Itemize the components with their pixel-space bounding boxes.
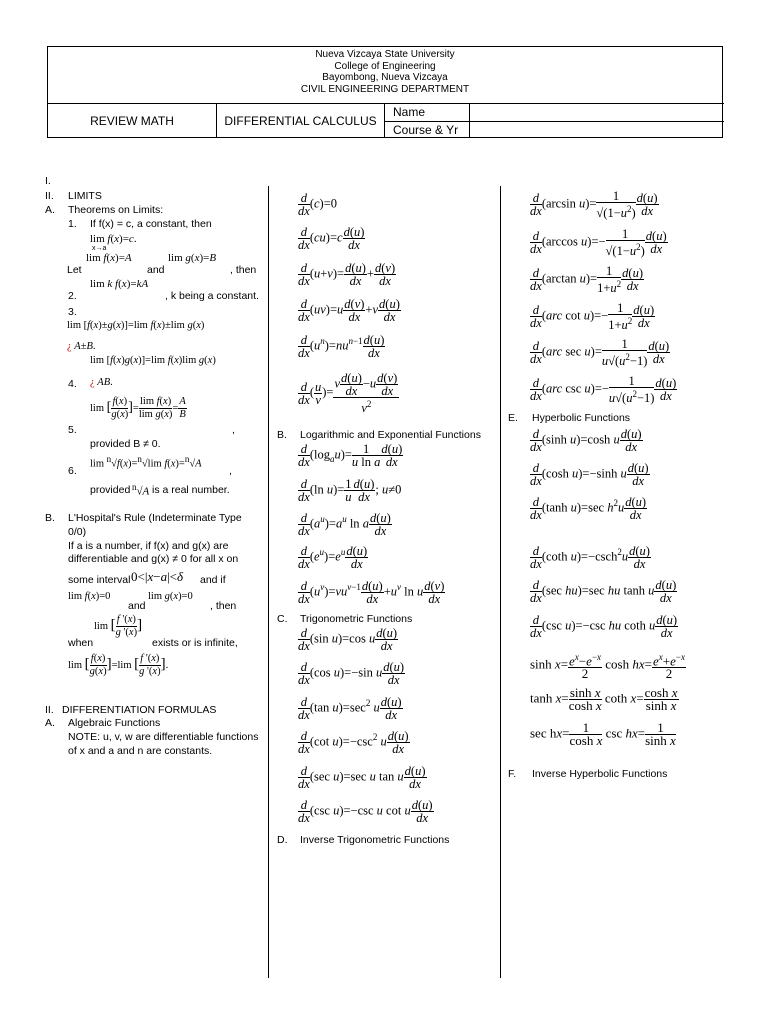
formula-arccsc: $\frac{d}{dx}$ (arc csc u)=− $\frac{1}{u√(u^2-1)}$ $\frac{d(u)}{dx}$ [530,374,677,406]
provided-word: provided [90,484,131,496]
limit-f-zero: lim f(x)=0 [68,591,111,602]
divider [383,103,724,104]
name-label: Name [393,105,426,119]
comma: , [229,465,232,477]
theorem-3-formula: lim [f(x)±g(x)]=lim f(x)±lim g(x) [67,320,205,331]
is-real-text: is a real number. [152,484,230,496]
note-line-1: NOTE: u, v, w are differentiable functions [68,731,259,743]
log-exp-heading: Logarithmic and Exponential Functions [300,429,481,441]
section-b-label: B. [45,512,55,524]
college-name: College of Engineering [334,60,436,72]
theorem-1-formula: lim f(x)=c. [90,233,137,245]
divider [384,121,724,122]
roman-ii: II. [45,704,54,716]
formula-log-a: $\frac{d}{dx}$ $(\log_au)=$ $\frac{1}{\text{u ln a}}$ $\frac{d(u)}{dx}$ [298,442,403,469]
formula-tan: $\frac{d}{dx}$ (tan $u)=\sec^2$ u $\frac{d(u)}{dx}$ [298,695,402,722]
algebraic-heading: Algebraic Functions [68,717,161,729]
institution-block [48,49,722,95]
column-divider [268,186,269,978]
interval-formula: 0<|x−a|<δ [131,569,184,584]
theorem-1-text: If f(x) = c, a constant, then [90,218,212,230]
theorem-6-formula: lim $^n$√f(x)=$^n$√lim f(x)=$^n$√A [90,454,202,470]
limit-subscript: x→a [92,245,107,252]
formula-constant: $\frac{d}{dx}$ (c)=0 [298,191,338,218]
location: Bayombong, Nueva Vizcaya [322,72,448,83]
section-e-label: E. [508,412,518,424]
section-b-label: B. [277,429,287,441]
let-word: Let [67,264,82,276]
item-5-number: 5. [68,424,77,436]
comma: , [232,424,235,436]
formula-quotient: $\frac{d}{dx}$ ( $\frac{u}{v}$ )= v $\frac{d(u)}{dx}$ −u $\frac{d(v)}{dx}$ $v^2$ [298,371,398,416]
indeterminate-type: 0/0) [68,526,87,538]
then-word: , then [230,264,257,276]
section-f-label: F. [508,768,517,780]
some-interval-text: some interval [68,574,131,586]
formula-power: $\frac{d}{dx}$ $(u^n)=nu^{n-1}$ $\frac{d(u)}{dx}$ [298,333,385,360]
formula-sech: $\frac{d}{dx}$ (sec hu)=sec hu tanh u $\frac{d(u)}{dx}$ [530,578,677,605]
theorem-4-formula: lim [f(x)g(x)]=lim f(x)lim g(x) [90,355,216,366]
root-a: $^n$√A [132,482,150,498]
formula-cos: $\frac{d}{dx}$ (cos u)=−sin u $\frac{d(u)}{dx}$ [298,660,405,687]
note-line-2: of x and a and n are constants. [68,745,213,757]
provided-b-text: provided B ≠ 0. [90,438,161,450]
lhospital-text-1: If a is a number, if f(x) and g(x) are [68,540,229,552]
header-table [47,46,723,138]
formula-ln: $\frac{d}{dx}$ (ln u)= $\frac{1}{u}$ $\frac{d(u)}{dx}$ ; u≠0 [298,477,402,504]
k-constant-text: , k being a constant. [165,290,259,302]
inverse-hyperbolic-heading: Inverse Hyperbolic Functions [532,768,668,780]
limits-heading: LIMITS [68,190,102,202]
formula-csc: $\frac{d}{dx}$ (csc u)=−csc u cot u $\frac{d(u)}{dx}$ [298,798,433,825]
course-label: Course & Yr [393,123,459,137]
theorem-4-result: ¿ AB. [90,377,113,388]
formula-sum: $\frac{d}{dx}$ (u+v)= $\frac{d(u)}{dx}$ + $\frac{d(v)}{dx}$ [298,261,396,288]
def-sinh-cosh: sinh x= $\frac{e^x-e^{-x}}{2}$ cosh hx= $\frac{e^x+e^{-x}}{2}$ [530,652,685,682]
when-word: when [68,637,94,649]
section-a-label: A. [45,717,55,729]
formula-cot: $\frac{d}{dx}$ (cot $u)=-\csc^2$ u $\frac{d(u)}{dx}$ [298,729,409,756]
name-field[interactable] [474,105,719,119]
trig-heading: Trigonometric Functions [300,613,413,625]
department: CIVIL ENGINEERING DEPARTMENT [300,83,470,95]
roman-i: I. [45,175,51,187]
course-field[interactable] [474,123,719,137]
theorems-heading: Theorems on Limits: [68,204,164,216]
section-d-label: D. [277,834,288,846]
topic-cell: DIFFERENTIAL CALCULUS [224,114,377,128]
formula-coth: $\frac{d}{dx}$ (coth u)=−csch$^2$u $\frac{d(u)}{dx}$ [530,544,650,571]
lhospital-heading: L'Hospital's Rule (Indeterminate Type [68,512,242,524]
roman-ii: II. [45,190,54,202]
item-2-number: 2. [68,290,77,302]
lhospital-text-2: differentiable and g(x) ≠ 0 for all x on [68,553,239,565]
then-word: , then [210,600,237,612]
item-6-number: 6. [68,465,77,477]
university-name: Nueva Vizcaya State University [315,49,455,60]
formula-e-power: $\frac{d}{dx}$ $(e^u)=e^u$ $\frac{d(u)}{dx}$ [298,544,368,571]
hyperbolic-heading: Hyperbolic Functions [532,412,631,424]
formula-arccos: $\frac{d}{dx}$ (arccos u)=− $\frac{1}{√(1-u^2)}$ $\frac{d(u)}{dx}$ [530,227,667,259]
section-c-label: C. [277,613,288,625]
lhospital-ratio: lim [ $\frac{f '(x)}{g '(x)}$ ] [94,614,143,638]
theorem-2-formula: lim k f(x)=kA [90,278,149,290]
formula-sec: $\frac{d}{dx}$ (sec u)=sec u tan u $\frac{d(u)}{dx}$ [298,764,426,791]
def-tanh-coth: tanh x= $\frac{\text{sinh x}}{\text{cosh x}}$ coth x= $\frac{\text{cosh x}}{\text{sinh x}}$ [530,685,678,713]
formula-u-power-v: $\frac{d}{dx}$ $(u^v)=vu^{v-1}$ $\frac{d(u)}{dx}$ $+u^v$ ln u $\frac{d(v)}{dx}$ [298,579,445,606]
inverse-trig-heading: Inverse Trigonometric Functions [300,834,450,846]
column-divider [500,186,501,978]
item-4-number: 4. [68,378,77,390]
formula-cu: $\frac{d}{dx}$ (cu)=c $\frac{d(u)}{dx}$ [298,225,365,252]
def-sech-csch: sec hx= $\frac{1}{\text{cosh x}}$ csc hx= $\frac{1}{\text{sinh x}}$ [530,720,676,748]
item-3-number: 3. [68,306,77,318]
formula-cosh: $\frac{d}{dx}$ (cosh u)=−sinh u $\frac{d(u)}{dx}$ [530,461,649,488]
formula-product: $\frac{d}{dx}$ (uv)=u $\frac{d(v)}{dx}$ +v $\frac{d(u)}{dx}$ [298,297,400,324]
limit-f-formula: lim f(x)=A [86,252,132,264]
formula-arcsin: $\frac{d}{dx}$ (arcsin u)= $\frac{1}{√(1-u^2)}$ $\frac{d(u)}{dx}$ [530,189,658,221]
formula-tanh: $\frac{d}{dx}$ (tanh u)=sec $h^2u$ $\frac{d(u)}{dx}$ [530,495,647,522]
theorem-3-result: ¿ A±B. [67,341,96,352]
limit-g-zero: lim g(x)=0 [148,591,193,602]
formula-arctan: $\frac{d}{dx}$ (arctan u)= $\frac{1}{1+u^2}$ $\frac{d(u)}{dx}$ [530,264,644,296]
formula-a-power: $\frac{d}{dx}$ $(a^u)=a^u$ ln a $\frac{d(u)}{dx}$ [298,511,391,538]
formula-arccot: $\frac{d}{dx}$ (arc cot u)=− $\frac{1}{1+u^2}$ $\frac{d(u)}{dx}$ [530,301,655,333]
section-a-label: A. [45,204,55,216]
formula-arcsec: $\frac{d}{dx}$ (arc sec u)= $\frac{1}{u√(u^2-1)}$ $\frac{d(u)}{dx}$ [530,337,670,369]
subject-cell: REVIEW MATH [90,114,174,128]
limit-g-formula: lim g(x)=B [168,252,217,264]
item-1-number: 1. [68,218,77,230]
exists-text: exists or is infinite, [152,637,238,649]
formula-sinh: $\frac{d}{dx}$ (sinh u)=cosh u $\frac{d(u)}{dx}$ [530,427,642,454]
formula-csch: $\frac{d}{dx}$ (csc u)=−csc hu coth u $\frac{d(u)}{dx}$ [530,613,678,640]
and-word: and [128,600,146,612]
and-word: and [147,264,165,276]
lhospital-result: lim [ $\frac{f(x)}{g(x)}$ ]=lim [ $\frac{f '(x)}{g '(x)}$ ]. [68,653,169,677]
formula-sin: $\frac{d}{dx}$ (sin u)=cos u $\frac{d(u)}{dx}$ [298,626,398,653]
diff-formulas-heading: DIFFERENTIATION FORMULAS [62,704,217,716]
and-if-text: and if [200,574,226,586]
theorem-5-formula: lim [ $\frac{f(x)}{g(x)}$ ]= $\frac{\text{lim f(x)}}{\text{lim g(x)}}$ = $\frac{A}{B}$ [90,396,186,420]
